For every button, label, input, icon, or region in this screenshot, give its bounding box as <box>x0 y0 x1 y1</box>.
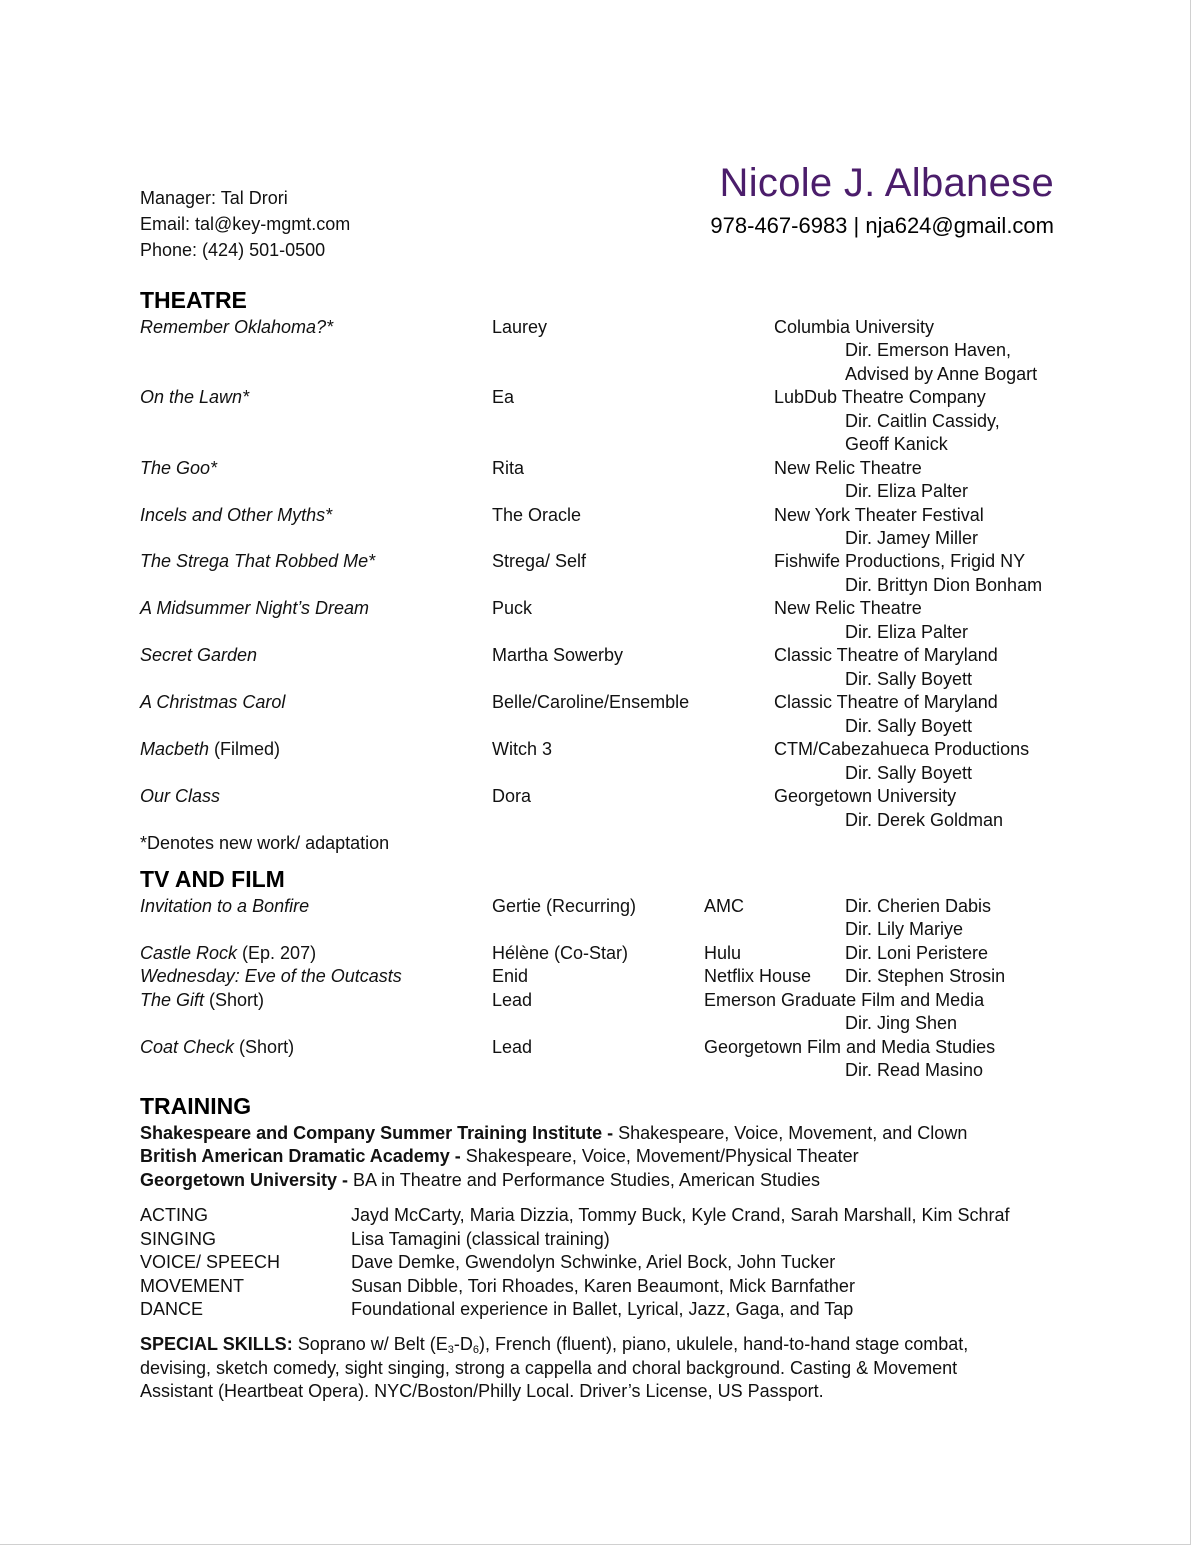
theatre-title: Incels and Other Myths* <box>140 505 333 525</box>
theatre-company: Classic Theatre of Maryland <box>774 692 998 712</box>
special-skills-label: SPECIAL SKILLS: <box>140 1334 293 1354</box>
teacher-names: Dave Demke, Gwendolyn Schwinke, Ariel Bock, John Tucker <box>351 1252 836 1272</box>
theatre-director: Dir. Sally Boyett <box>845 669 973 689</box>
school-detail: Shakespeare, Voice, Movement, and Clown <box>613 1123 968 1143</box>
theatre-role: Martha Sowerby <box>492 645 624 665</box>
film-title-suffix: (Ep. 207) <box>237 943 317 963</box>
theatre-title: Remember Oklahoma?* <box>140 317 334 337</box>
theatre-director: Dir. Sally Boyett <box>845 763 973 783</box>
skills-text: Soprano w/ Belt (E <box>292 1334 448 1354</box>
training-school <box>140 1169 820 1193</box>
teacher-category: DANCE <box>140 1299 204 1319</box>
theatre-company: CTM/Cabezahueca Productions <box>774 739 1030 759</box>
theatre-director: Dir. Caitlin Cassidy, <box>845 411 1000 431</box>
film-title-line <box>140 1036 294 1060</box>
school-detail: Shakespeare, Voice, Movement/Physical Theater <box>460 1146 859 1166</box>
school-name: Georgetown University - <box>140 1170 349 1190</box>
teacher-category: ACTING <box>140 1205 209 1225</box>
special-skills-line <box>140 1333 968 1357</box>
film-title: Castle Rock <box>140 943 238 963</box>
skills-text: -D <box>453 1334 473 1354</box>
theatre-role: Ea <box>492 387 515 407</box>
theatre-company: New Relic Theatre <box>774 458 922 478</box>
actor-name: Nicole J. Albanese <box>719 161 1054 205</box>
film-director: Dir. Jing Shen <box>845 1013 958 1033</box>
film-title: Coat Check <box>140 1037 235 1057</box>
theatre-role: Dora <box>492 786 532 806</box>
skills-subscript: 3 <box>447 1344 454 1356</box>
film-director: Dir. Stephen Strosin <box>845 966 1006 986</box>
theatre-company: LubDub Theatre Company <box>774 387 986 407</box>
theatre-title: On the Lawn* <box>140 387 250 407</box>
film-director: Dir. Loni Peristere <box>845 943 989 963</box>
training-heading: TRAINING <box>140 1093 252 1119</box>
theatre-heading: THEATRE <box>140 287 247 313</box>
theatre-company: Classic Theatre of Maryland <box>774 645 998 665</box>
theatre-director: Dir. Eliza Palter <box>845 622 969 642</box>
theatre-director: Geoff Kanick <box>845 434 948 454</box>
special-skills-line: Assistant (Heartbeat Opera). NYC/Boston/Philly Local. Driver’s License, US Passport. <box>140 1381 824 1401</box>
film-network: Emerson Graduate Film and Media <box>704 990 985 1010</box>
theatre-title: Secret Garden <box>140 645 258 665</box>
theatre-director: Dir. Eliza Palter <box>845 481 969 501</box>
training-school <box>140 1122 967 1146</box>
theatre-role: Belle/Caroline/Ensemble <box>492 692 690 712</box>
film-title-suffix: (Short) <box>204 990 265 1010</box>
manager-phone: Phone: (424) 501-0500 <box>140 240 326 260</box>
film-title: The Gift <box>140 990 205 1010</box>
teacher-names: Susan Dibble, Tori Rhoades, Karen Beaumont, Mick Barnfather <box>351 1276 855 1296</box>
school-name: British American Dramatic Academy - <box>140 1146 461 1166</box>
film-title-line <box>140 965 402 989</box>
film-role: Lead <box>492 990 533 1010</box>
theatre-director: Dir. Emerson Haven, <box>845 340 1012 360</box>
teacher-names: Lisa Tamagini (classical training) <box>351 1229 610 1249</box>
theatre-company: New Relic Theatre <box>774 598 922 618</box>
film-title-line <box>140 942 316 966</box>
theatre-title-suffix: (Filmed) <box>209 739 281 759</box>
film-network: Georgetown Film and Media Studies <box>704 1037 996 1057</box>
theatre-company: Georgetown University <box>774 786 957 806</box>
theatre-company: Fishwife Productions, Frigid NY <box>774 551 1026 571</box>
teacher-category: SINGING <box>140 1229 217 1249</box>
theatre-company: Columbia University <box>774 317 935 337</box>
film-role: Enid <box>492 966 529 986</box>
theatre-title: The Strega That Robbed Me* <box>140 551 376 571</box>
manager-line: Manager: Tal Drori <box>140 188 288 208</box>
new-work-note: *Denotes new work/ adaptation <box>140 833 390 853</box>
film-title-suffix: (Short) <box>234 1037 295 1057</box>
school-detail: BA in Theatre and Performance Studies, American Studies <box>348 1170 820 1190</box>
film-director: Dir. Lily Mariye <box>845 919 964 939</box>
theatre-role: Laurey <box>492 317 548 337</box>
theatre-director: Advised by Anne Bogart <box>845 364 1038 384</box>
skills-text: ), French (fluent), piano, ukulele, hand-to-hand stage combat, <box>479 1334 969 1354</box>
film-heading: TV AND FILM <box>140 866 285 892</box>
film-role: Hélène (Co-Star) <box>492 943 629 963</box>
theatre-title: Our Class <box>140 786 221 806</box>
film-role: Gertie (Recurring) <box>492 896 637 916</box>
theatre-company: New York Theater Festival <box>774 505 984 525</box>
theatre-director: Dir. Sally Boyett <box>845 716 973 736</box>
skills-subscript: 6 <box>472 1344 480 1356</box>
film-role: Lead <box>492 1037 533 1057</box>
theatre-director: Dir. Brittyn Dion Bonham <box>845 575 1043 595</box>
theatre-title: Macbeth <box>140 739 210 759</box>
manager-email: Email: tal@key-mgmt.com <box>140 214 351 234</box>
theatre-role: Puck <box>492 598 533 618</box>
film-network: AMC <box>704 896 744 916</box>
film-network: Netflix House <box>704 966 812 986</box>
theatre-role: Rita <box>492 458 525 478</box>
special-skills-line: devising, sketch comedy, sight singing, strong a cappella and choral background. Casting & Movement <box>140 1358 958 1378</box>
film-title: Wednesday: Eve of the Outcasts <box>140 966 402 986</box>
teacher-category: MOVEMENT <box>140 1276 245 1296</box>
film-title-line <box>140 895 309 919</box>
training-school <box>140 1145 859 1169</box>
theatre-title: A Midsummer Night’s Dream <box>140 598 370 618</box>
film-title: Invitation to a Bonfire <box>140 896 310 916</box>
teacher-category: VOICE/ SPEECH <box>140 1252 281 1272</box>
theatre-director: Dir. Jamey Miller <box>845 528 979 548</box>
film-title-line <box>140 989 264 1013</box>
theatre-director: Dir. Derek Goldman <box>845 810 1004 830</box>
theatre-title-line <box>140 738 280 762</box>
teacher-names: Jayd McCarty, Maria Dizzia, Tommy Buck, Kyle Crand, Sarah Marshall, Kim Schraf <box>351 1205 1010 1225</box>
film-director: Dir. Cherien Dabis <box>845 896 992 916</box>
film-director: Dir. Read Masino <box>845 1060 984 1080</box>
contact-line: 978-467-6983 | nja624@gmail.com <box>710 213 1054 238</box>
film-network: Hulu <box>704 943 742 963</box>
theatre-title: The Goo* <box>140 458 218 478</box>
theatre-role: Strega/ Self <box>492 551 587 571</box>
theatre-title: A Christmas Carol <box>140 692 286 712</box>
theatre-role: Witch 3 <box>492 739 553 759</box>
school-name: Shakespeare and Company Summer Training Institute - <box>140 1123 614 1143</box>
teacher-names: Foundational experience in Ballet, Lyrical, Jazz, Gaga, and Tap <box>351 1299 854 1319</box>
theatre-role: The Oracle <box>492 505 582 525</box>
